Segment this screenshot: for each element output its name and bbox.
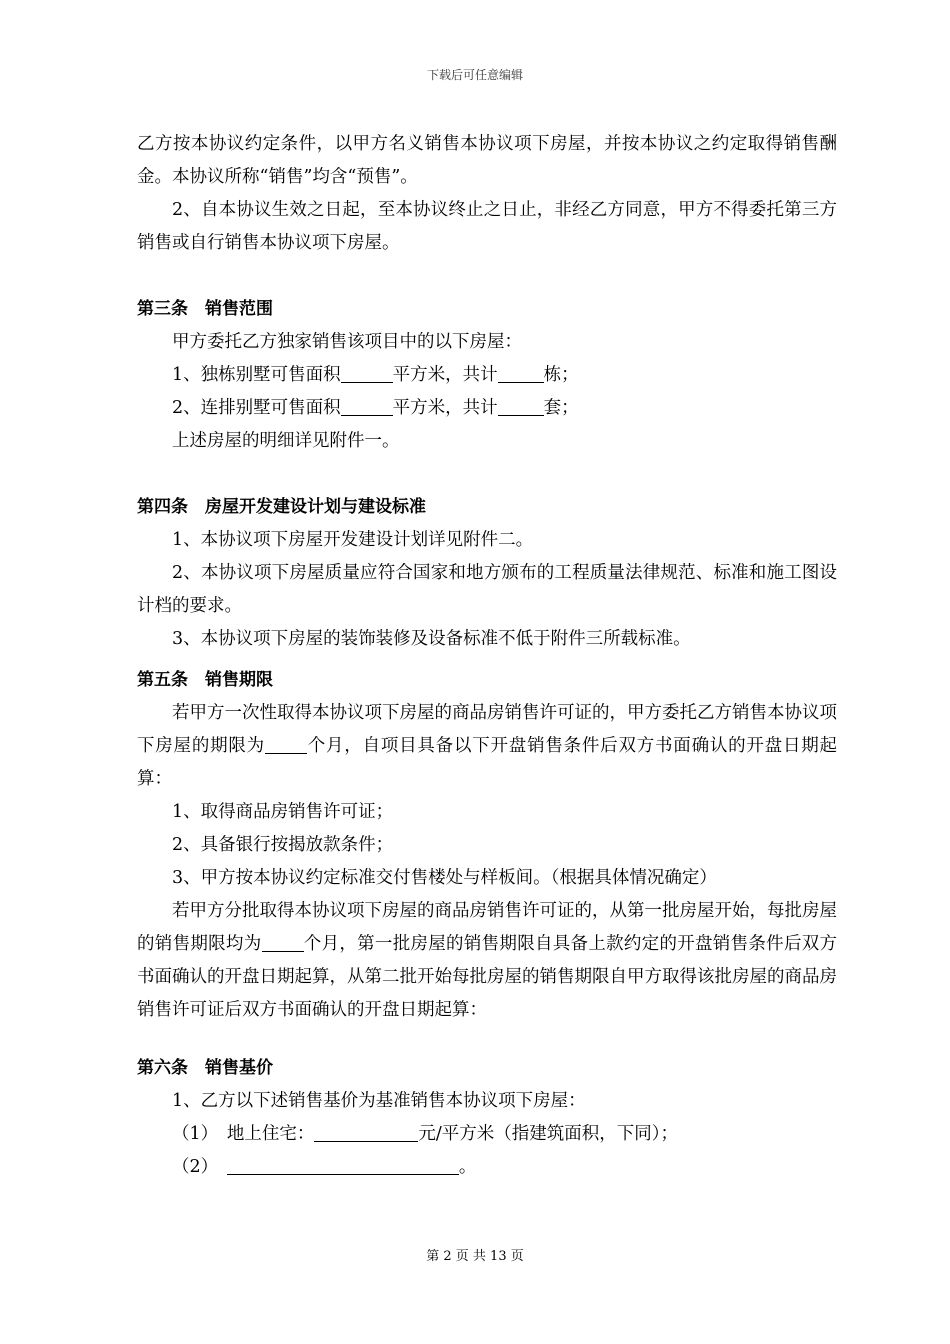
article-5-item-1: 1、取得商品房销售许可证； — [172, 802, 394, 822]
article-5-heading: 第五条 销售期限 — [137, 670, 273, 690]
article-3-item-1 — [137, 359, 837, 392]
blank-field[interactable] — [227, 1157, 459, 1176]
item-1-unit: 平方米，共计 — [392, 365, 498, 385]
header-note: 下载后可任意编辑 — [426, 68, 523, 82]
para-2-text-b: 个月，第一批房屋的销售期限自具备上款约定的开盘销售条件后双方书面确认的开盘日期起算，从第二批开始每批房屋的销售期限自甲方取得该批房屋的商品房销售许可证后双方书面确认的开盘日期起算： — [137, 934, 838, 1020]
article-3-intro: 甲方委托乙方独家销售该项目中的以下房屋： — [172, 332, 522, 352]
blank-field[interactable] — [341, 365, 393, 384]
item-2-suffix: 套； — [543, 398, 579, 418]
sub-2-suffix: 。 — [458, 1157, 477, 1177]
item-2-unit: 平方米，共计 — [392, 398, 498, 418]
page-number: 第 2 页 共 13 页 — [426, 1249, 524, 1264]
sub-2-label: （2） — [172, 1157, 227, 1177]
article-5-item-3: 3、甲方按本协议约定标准交付售楼处与样板间。（根据具体情况确定） — [172, 868, 717, 888]
blank-field[interactable] — [498, 398, 544, 417]
article-6-sub-1 — [137, 1118, 837, 1151]
para-2-text-a: 若甲方分批取得本协议项下房屋的商品房销售许可证的，从第一批房屋开始，每批房屋的销售期限均为 — [137, 901, 837, 954]
blank-field[interactable] — [314, 1124, 418, 1143]
article-3-item-2 — [137, 392, 837, 425]
sub-1-label: （1） 地上住宅： — [172, 1124, 315, 1144]
article-5-para-1 — [137, 697, 837, 796]
blank-field[interactable] — [498, 365, 544, 384]
paragraph-exclusive-clause: 2、自本协议生效之日起，至本协议终止之日止，非经乙方同意，甲方不得委托第三方销售或自行销售本协议项下房屋。 — [137, 200, 837, 253]
article-6-sub-2 — [137, 1151, 837, 1184]
article-4-item-2: 2、本协议项下房屋质量应符合国家和地方颁布的工程质量法律规范、标准和施工图设计档的要求。 — [137, 563, 837, 616]
para-1-text-b: 个月，自项目具备以下开盘销售条件后双方书面确认的开盘日期起算： — [137, 736, 838, 789]
para-1-text-a: 若甲方一次性取得本协议项下房屋的商品房销售许可证的，甲方委托乙方销售本协议项下房屋的期限为 — [137, 703, 837, 756]
blank-field[interactable] — [262, 934, 304, 953]
article-3-note: 上述房屋的明细详见附件一。 — [172, 431, 400, 451]
article-4-item-1: 1、本协议项下房屋开发建设计划详见附件二。 — [172, 530, 534, 550]
paragraph-sales-commission: 乙方按本协议约定条件，以甲方名义销售本协议项下房屋，并按本协议之约定取得销售酬金。本协议所称“销售”均含“预售”。 — [137, 134, 837, 187]
item-1-label: 1、独栋别墅可售面积 — [172, 365, 341, 385]
article-3-heading: 第三条 销售范围 — [137, 299, 273, 319]
article-4-heading: 第四条 房屋开发建设计划与建设标准 — [137, 497, 426, 517]
article-5-para-2 — [137, 895, 837, 1027]
item-2-label: 2、连排别墅可售面积 — [172, 398, 341, 418]
article-4-item-3: 3、本协议项下房屋的装饰装修及设备标准不低于附件三所载标准。 — [172, 629, 691, 649]
article-6-heading: 第六条 销售基价 — [137, 1058, 273, 1078]
item-1-suffix: 栋； — [543, 365, 579, 385]
article-6-item-1: 1、乙方以下述销售基价为基准销售本协议项下房屋： — [172, 1091, 586, 1111]
sub-1-unit: 元/平方米（指建筑面积，下同）； — [418, 1124, 679, 1144]
blank-field[interactable] — [265, 736, 307, 755]
document-body — [137, 128, 837, 1184]
article-5-item-2: 2、具备银行按揭放款条件； — [172, 835, 394, 855]
blank-field[interactable] — [341, 398, 393, 417]
